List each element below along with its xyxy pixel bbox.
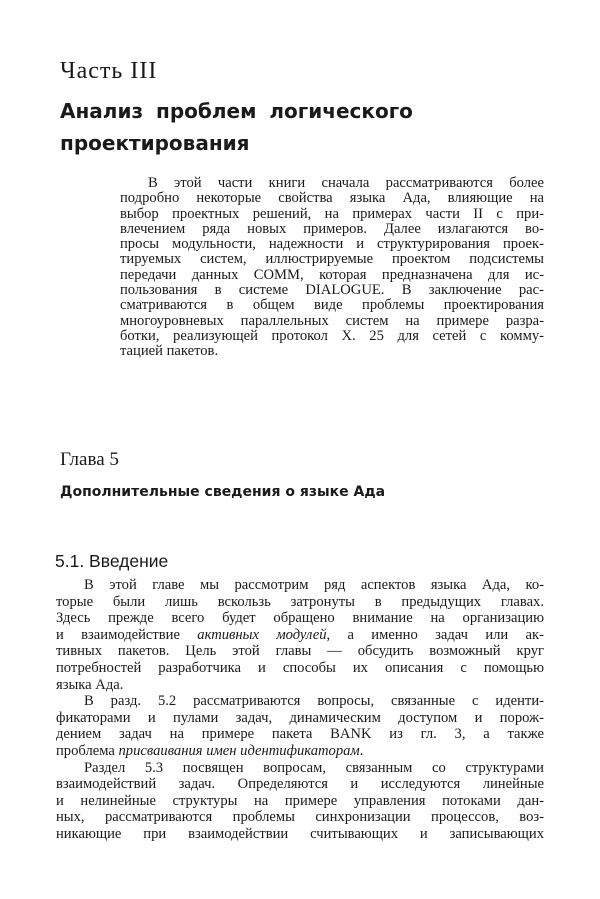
text-line <box>120 283 544 298</box>
text-segment: В этой части книги сначала рассматриваются более <box>148 175 544 191</box>
text-segment: В этой главе мы рассмотрим ряд аспектов языка Ада, ко- <box>84 577 544 593</box>
text-segment: ботки, реализующей протокол X. 25 для сетей с комму- <box>120 327 544 344</box>
text-line <box>120 252 544 267</box>
text-segment: многоуровневых параллельных систем на примере разра- <box>120 312 544 329</box>
text-line <box>56 627 544 644</box>
text-segment: никающие при взаимодействии считывающих и записывающих <box>56 825 544 842</box>
text-segment: пользования в системе DIALOGUE. В заключение рас- <box>120 282 544 299</box>
text-line <box>120 298 544 313</box>
text-segment: языка Ада. <box>56 676 124 693</box>
text-segment: просы модульности, надежности и структурирования проек- <box>120 236 544 253</box>
text-segment: тивных пакетов. Цель этой главы — обсудить возможный круг <box>56 643 544 660</box>
text-line <box>120 176 544 191</box>
part-title <box>60 95 413 159</box>
text-line <box>56 594 544 611</box>
text-segment: влечением ряда новых примеров. Далее излагаются во- <box>120 220 544 237</box>
text-segment: В разд. 5.2 рассматриваются вопросы, связанные с иденти- <box>84 693 544 710</box>
text-line <box>56 677 544 694</box>
text-line <box>56 643 544 660</box>
text-line <box>120 191 544 206</box>
part-title-line: Анализ проблем логического <box>60 99 413 123</box>
italic-term: активных модулей <box>197 626 327 643</box>
text-line <box>120 268 544 283</box>
text-line <box>56 760 544 777</box>
text-segment: взаимодействий задач. Определяются и исследуются линейные <box>56 776 544 793</box>
text-segment: и взаимодействие <box>56 626 198 643</box>
text-segment: Здесь прежде всего будет обращено внимание на организацию <box>56 610 544 627</box>
text-segment: и нелинейные структуры на примере управления потоками дан- <box>56 792 544 809</box>
text-segment: сматриваются в общем виде проблемы проектирования <box>120 297 544 314</box>
part-title-line: проектирования <box>60 131 250 155</box>
text-segment: Раздел 5.3 посвящен вопросам, связанным со структурами <box>84 759 544 776</box>
text-line <box>120 207 544 222</box>
text-line <box>56 710 544 727</box>
text-line <box>56 793 544 810</box>
text-segment: , а именно задач или ак- <box>326 626 544 643</box>
body-text <box>56 577 544 843</box>
chapter-title: Дополнительные сведения о языке Ада <box>60 484 386 500</box>
text-segment: передачи данных COMM, которая предназначена для ис- <box>120 266 544 283</box>
text-line <box>56 776 544 793</box>
text-segment: . <box>359 742 364 759</box>
text-segment: тируемых систем, иллюстрируемые проектом подсистемы <box>120 251 544 268</box>
text-line <box>56 809 544 826</box>
text-line <box>120 314 544 329</box>
text-line <box>120 329 544 344</box>
part-intro-paragraph <box>120 176 544 360</box>
text-line <box>56 660 544 677</box>
text-segment: фикаторами и пулами задач, динамическим доступом и порож- <box>56 709 544 726</box>
text-line <box>56 693 544 710</box>
text-line <box>56 743 544 760</box>
text-segment: проблема <box>56 742 119 759</box>
text-segment: потребностей разработчика и способы их описания с помощью <box>56 659 544 676</box>
text-line <box>120 344 544 359</box>
italic-term: присваивания имен идентификаторам <box>118 742 360 759</box>
text-segment: торые были лишь вскользь затронуты в предыдущих главах. <box>56 593 544 610</box>
text-line <box>56 826 544 843</box>
text-line <box>120 237 544 252</box>
section-heading: 5.1. Введение <box>55 551 169 571</box>
text-line <box>56 610 544 627</box>
text-segment: тацией пакетов. <box>120 343 219 360</box>
text-segment: подробно некоторые свойства языка Ада, влияющие на <box>120 190 544 207</box>
part-heading: Часть III <box>60 58 158 84</box>
chapter-heading: Глава 5 <box>60 449 119 470</box>
text-line <box>56 726 544 743</box>
text-segment: ных, рассматриваются проблемы синхронизации процессов, воз- <box>56 809 544 826</box>
text-segment: выбор проектных решений, на примерах части II с при- <box>120 205 544 222</box>
text-segment: дением задач на примере пакета BANK из гл. 3, а также <box>56 726 544 743</box>
text-line <box>56 577 544 594</box>
text-line <box>120 222 544 237</box>
